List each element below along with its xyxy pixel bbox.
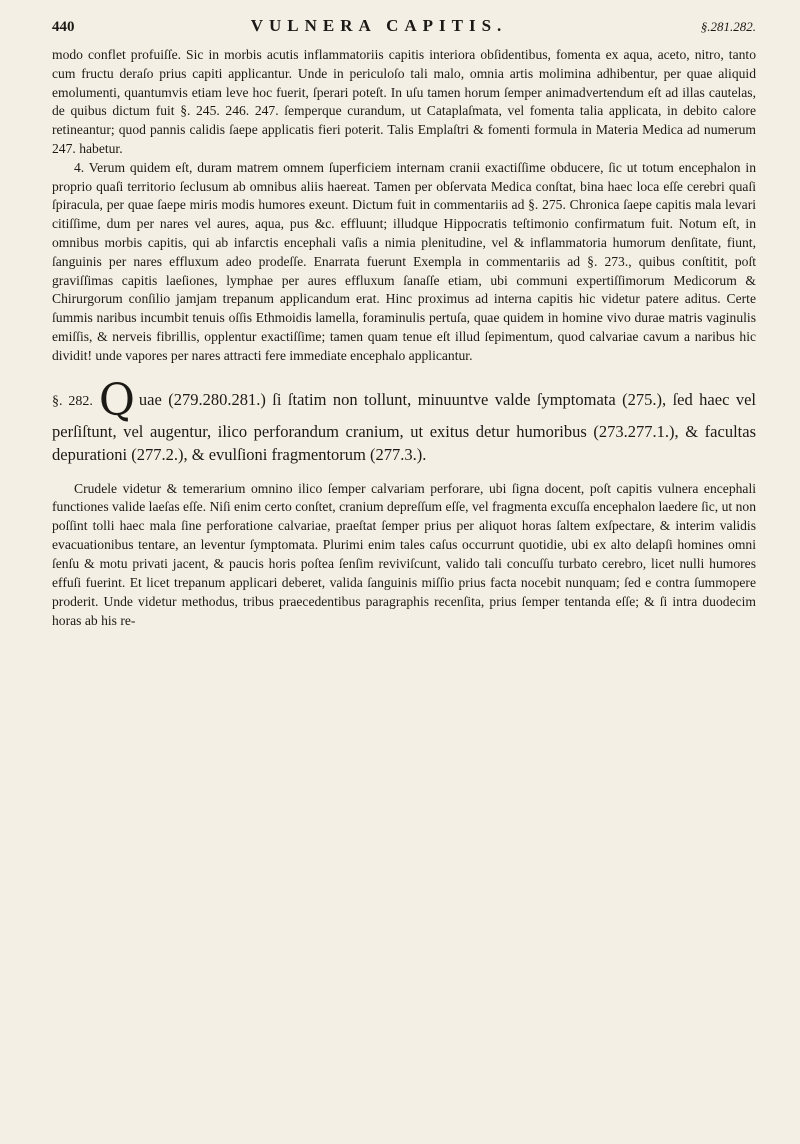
main-text xyxy=(52,46,756,366)
drop-cap-letter: Q xyxy=(98,374,135,426)
paragraph-4: 4. Verum quidem eſt, duram matrem omnem ſuperficiem internam cranii exactiſſime obducere, ſic ut totum encephalon in proprio quaſi territorio ſeclusum ab omnibus aliis haereat. Tamen per obſervata Medica conſtat, bina haec loca eſſe cerebri quaſi ſpiracula, per quae ſaepe miris modis humores exeunt. Dictum fuit in commentariis ad §. 275. Chronica ſaepe capitis mala levari citiſſime, dum per nares vel aures, aqua, pus &c. effluunt; illudque Hippocratis teſtimonio confirmatum fuit. Notum eſt, in omnibus morbis capitis, qui ab infarctis encephali vaſis a nimia plenitudine, vel & inflammatoria humorum denſitate, fiunt, ſanguinis per nares effluxum adeo prodeſſe. Enarrata fuerunt Exempla in commentariis ad §. 273., quibus conſtitit, poſt graviſſimas capitis laeſiones, lymphae per aures effluxum ſanaſſe etiam, ubi communi expertiſſimorum Medicorum & Chirurgorum conſilio jamjam trepanum applicandum erat. Hinc proximus ad interna capitis hic videtur patere aditus. Certe ſummis naribus incumbit tenuis oſſis Ethmoidis lamella, foraminulis pertuſa, quae quidem in homine vivo durae matris vaginulis emiſſis, & nerveis fibrillis, opplentur exactiſſime; tamen quam tenue eſt illud ſepimentum, quod calvariae cavum a naribus hic dividit! unde vapores per nares attracti fere immediate encephalo applicantur. xyxy=(52,159,756,363)
commentary-paragraph: Crudele videtur & temerarium omnino ilico ſemper calvariam perforare, ubi ſigna docent, poſt capitis vulnera encephali functiones valide laeſas eſſe. Niſi enim certo conſtet, cranium depreſſum eſſe, vel fragmenta excuſſa encephalon laedere ſic, ut non poſſint tolli haec mala ſine perforatione calvariae, praeſtat ſemper prius per aliquot horas ſaltem exſpectare, & interim validis evacuationibus tentare, an leventur ſymptomata. Plurimi enim tales caſus occurrunt quotidie, ubi ex alto delapſi homines omni ſenſu & motu privati jacent, & paucis horis poſtea ſenſim reviviſcunt, valido tali concuſſu turbato cerebro, licet nulli humores effuſi fuerint. Et licet trepanum applicari deberet, valida ſanguinis miſſio prius facta nocebit nunquam; ſed e contra ſummopere proderit. Unde videtur methodus, tribus praecedentibus paragraphis recenſita, prius ſemper tentanda eſſe; & ſi intra duodecim horas ab his re- xyxy=(52,480,756,628)
section-reference: §.281.282. xyxy=(700,19,756,34)
aphorism-282 xyxy=(52,374,757,466)
page-number: 440 xyxy=(52,19,75,35)
aphorism-text: uae (279.280.281.) ſi ſtatim non tollunt, minuuntve valde ſymptomata (275.), ſed haec vel perſiſtunt, vel augentur, ilico perforandum cranium, ut exitus detur humoribus (273.277.1.), & facultas depurationi (277.2.), & evulſioni fragmentorum (277.3.). xyxy=(52,389,757,464)
running-header xyxy=(52,16,756,46)
running-title: VULNERA CAPITIS. xyxy=(250,16,508,35)
aphorism-number: §. 282. xyxy=(52,393,93,409)
paragraph-continued: modo conflet profuiſſe. Sic in morbis acutis inflammatoriis capitis interiora obſidentibus, fomenta ex aqua, aceto, nitro, tanto cum fructu deraſo prius capiti applicantur. Unde in periculoſo tali malo, omnia artis molimina adhibentur, per quae aliquid emolumenti, quantumvis etiam leve hoc fuerit, ſperari poteſt. In uſu tamen horum ſemper animadvertendum eſt ad illas cautelas, de quibus dictum fuit §. 245. 246. 247. ſemperque curandum, ut Cataplaſmata, vel fomenta talia applicata, in debito calore retineantur; quod pannis calidis ſaepe applicatis fieri poterit. Talis Emplaſtri & fomenti formula in Materia Medica ad numerum 247. habetur. xyxy=(52,47,756,156)
commentary xyxy=(52,480,756,631)
